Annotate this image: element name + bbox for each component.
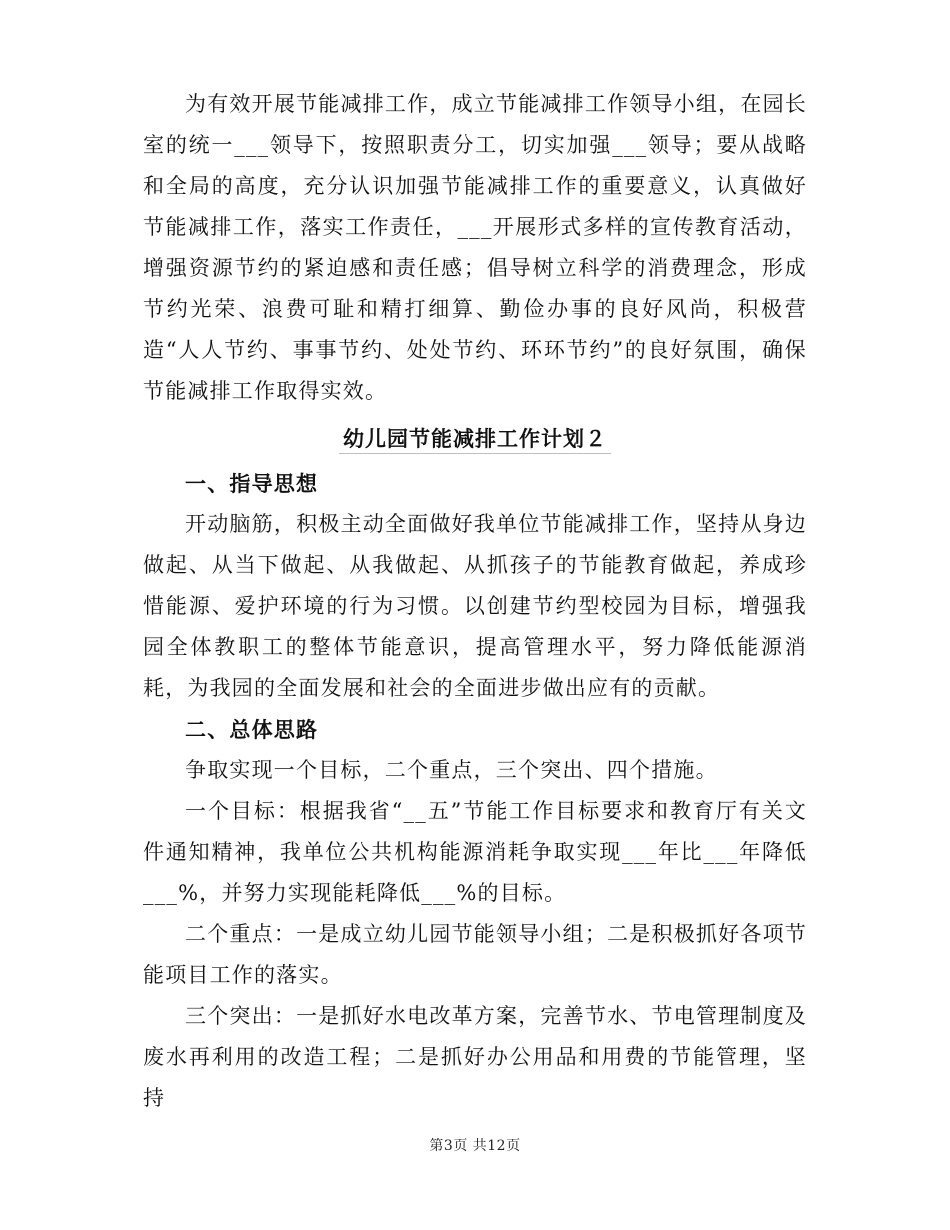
section-paragraph-overview: 争取实现一个目标，二个重点，三个突出、四个措施。 [185,758,718,782]
section-paragraph-guiding-ideology: 开动脑筋，积极主动全面做好我单位节能减排工作，坚持从身边做起、从当下做起、从我做起、从抓孩子的节能教育做起，养成珍惜能源、爱护环境的行为习惯。以创建节约型校园为目标，增强我园全体教职工的整体节能意识，提高管理水平，努力降低能源消耗，为我园的全面发展和社会的全面进步做出应有的贡献。 [143,512,807,700]
section-paragraph-one-goal: 一个目标：根据我省“__五”节能工作目标要求和教育厅有关文件通知精神，我单位公共机构能源消耗争取实现___年比___年降低___%，并努力实现能耗降低___%的目标。 [143,799,807,905]
section-heading-overall-approach: 二、总体思路 [185,717,319,742]
intro-paragraph: 为有效开展节能减排工作，成立节能减排工作领导小组，在园长室的统一___领导下，按照职责分工，切实加强___领导；要从战略和全局的高度，充分认识加强节能减排工作的重要意义，认真做好节能减排工作，落实工作责任，___开展形式多样的宣传教育活动，增强资源节约的紧迫感和责任感；倡导树立科学的消费理念，形成节约光荣、浪费可耻和精打细算、勤俭办事的良好风尚，积极营造“人人节约、事事节约、处处节约、环环节约”的良好氛围，确保节能减排工作取得实效。 [143,92,807,403]
section-paragraph-two-focuses: 二个重点：一是成立幼儿园节能领导小组；二是积极抓好各项节能项目工作的落实。 [143,922,807,987]
document-body [143,84,807,1119]
section-paragraph-three-highlights: 三个突出：一是抓好水电改革方案，完善节水、节电管理制度及废水再利用的改造工程；二是抓好办公用品和用费的节能管理，坚持 [143,1004,807,1110]
document-title [143,418,807,459]
page-footer: 第3页 共12页 [429,1138,521,1154]
document-title-text: 幼儿园节能减排工作计划２ [339,426,611,454]
section-heading-guiding-ideology: 一、指导思想 [185,471,319,496]
